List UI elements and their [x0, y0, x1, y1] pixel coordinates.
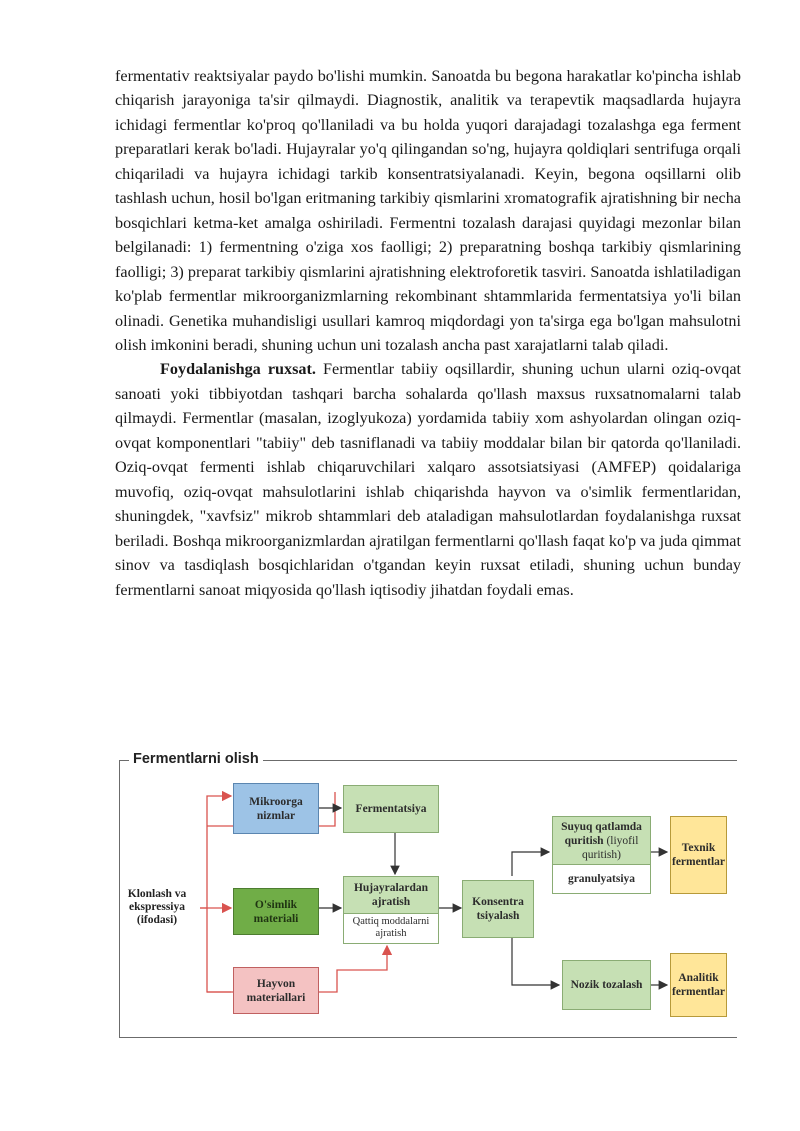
- suyuq-bold: Suyuq qatlamda quritish: [561, 821, 642, 847]
- hujayra-box: [343, 876, 439, 944]
- texnik-label: Texnik fermentlar: [672, 842, 725, 868]
- suyuq-thin: (liyofil quritish): [582, 835, 639, 861]
- nozik-label: Nozik tozalash: [570, 979, 643, 991]
- hayvon-box: [233, 967, 319, 1014]
- diagram-fermentlarni-olish: [115, 748, 740, 1043]
- fermentatsiya-label: Fermentatsiya: [355, 803, 427, 815]
- mikroorganizmlar-label: Mikroorga nizmlar: [249, 795, 303, 822]
- mikroorganizmlar-box: [233, 783, 319, 834]
- osimlik-label: O'simlik materiali: [253, 898, 299, 925]
- section-body: Fermentlar tabiiy oqsillardir, shuning uchun ularni oziq-ovqat sanoati yoki tibbiyotdan tashqari barcha sohalarda qo'llash maxsus ruxsatnomalarni talab qilmaydi. Fermentlar (masalan, izoglyukoza) yordamida tabiiy xom ashyolardan olingan oziq-ovqat komponentlari "tabiiy" deb tasniflanadi va tabiiy moddalar bilan bir qatorda qo'llaniladi. Oziq-ovqat fermenti ishlab chiqaruvchilari xalqaro assotsiatsiyasi (AMFEP) qoidalariga muvofiq, oziq-ovqat mahsulotlarini ishlab chiqarishda hayvon va o'simlik fermentlaridan, shuningdek, "xavfsiz" mikrob shtammlari deb ataladigan mahsulotlardan foydalanishga ruxsat beriladi. Boshqa mikroorganizmlardan ajratilgan fermentlarni qo'llash faqat ko'p va juda qimmat sinov va tasdiqlash bosqichlaridan o'tgandan keyin ruxsat etiladi, shuning uchun bunday fermentlarni sanoat miqyosida qo'llash iqtisodiy jihatdan foydali emas.: [115, 360, 741, 599]
- paragraph-2: [115, 357, 741, 602]
- granulyatsiya-label: granulyatsiya: [553, 864, 650, 893]
- suyuq-label: [553, 817, 650, 864]
- section-heading: Foydalanishga ruxsat.: [160, 360, 316, 379]
- konsentratsiya-label: Konsentra tsiyalash: [472, 896, 524, 922]
- hayvon-label: Hayvon materiallari: [246, 977, 306, 1004]
- diagram-title: Fermentlarni olish: [129, 748, 263, 770]
- qattiq-label: Qattiq moddalarni ajratish: [344, 913, 438, 943]
- texnik-box: [670, 816, 727, 894]
- analitik-box: [670, 953, 727, 1017]
- osimlik-box: [233, 888, 319, 935]
- text-body: [115, 64, 741, 602]
- suyuq-box: [552, 816, 651, 894]
- hujayra-label: Hujayralardan ajratish: [353, 882, 429, 908]
- konsentratsiya-box: [462, 880, 534, 938]
- paragraph-1: fermentativ reaktsiyalar paydo bo'lishi mumkin. Sanoatda bu begona harakatlar ko'pincha ishlab chiqarish jarayoniga ta'sir qilmaydi. Diagnostik, analitik va terapevtik maqsadlarda hujayra ichidagi fermentlar ko'proq qo'llaniladi va bu holda yuqori darajadagi tozalashga ega ferment preparatlari kerak bo'ladi. Hujayralar yo'q qilingandan so'ng, hujayra qoldiqlari sentrifuga orqali chiqariladi va hujayra ichidagi tarkib konsentratsiyalanadi. Keyin, begona oqsillarni olib tashlash uchun, hosil bo'lgan eritmaning tarkibiy qismlarini xromatografik ajratishning bir necha bosqichlari ketma-ket amalga oshiriladi. Fermentni tozalash darajasi quyidagi mezonlar bilan belgilanadi: 1) fermentning o'ziga xos faolligi; 2) preparatning boshqa tarkibiy qismlarining faolligi; 3) preparat tarkibiy qismlarini ajratishning elektroforetik tasviri. Sanoatda ishlatiladigan ko'plab fermentlar mikroorganizmlarning rekombinant shtammlarida fermentatsiya yo'li bilan olinadi. Genetika muhandisligi usullari kamroq miqdordagi yon ta'sirga ega bo'lgan mahsulotni olish imkonini beradi, shuning uchun uni tozalash ancha past xarajatlarni talab qiladi.: [115, 67, 741, 354]
- nozik-box: [562, 960, 651, 1010]
- fermentatsiya-box: [343, 785, 439, 833]
- klonlash-label: Klonlash va ekspressiya (ifodasi): [127, 888, 187, 926]
- analitik-label: Analitik fermentlar: [672, 972, 725, 998]
